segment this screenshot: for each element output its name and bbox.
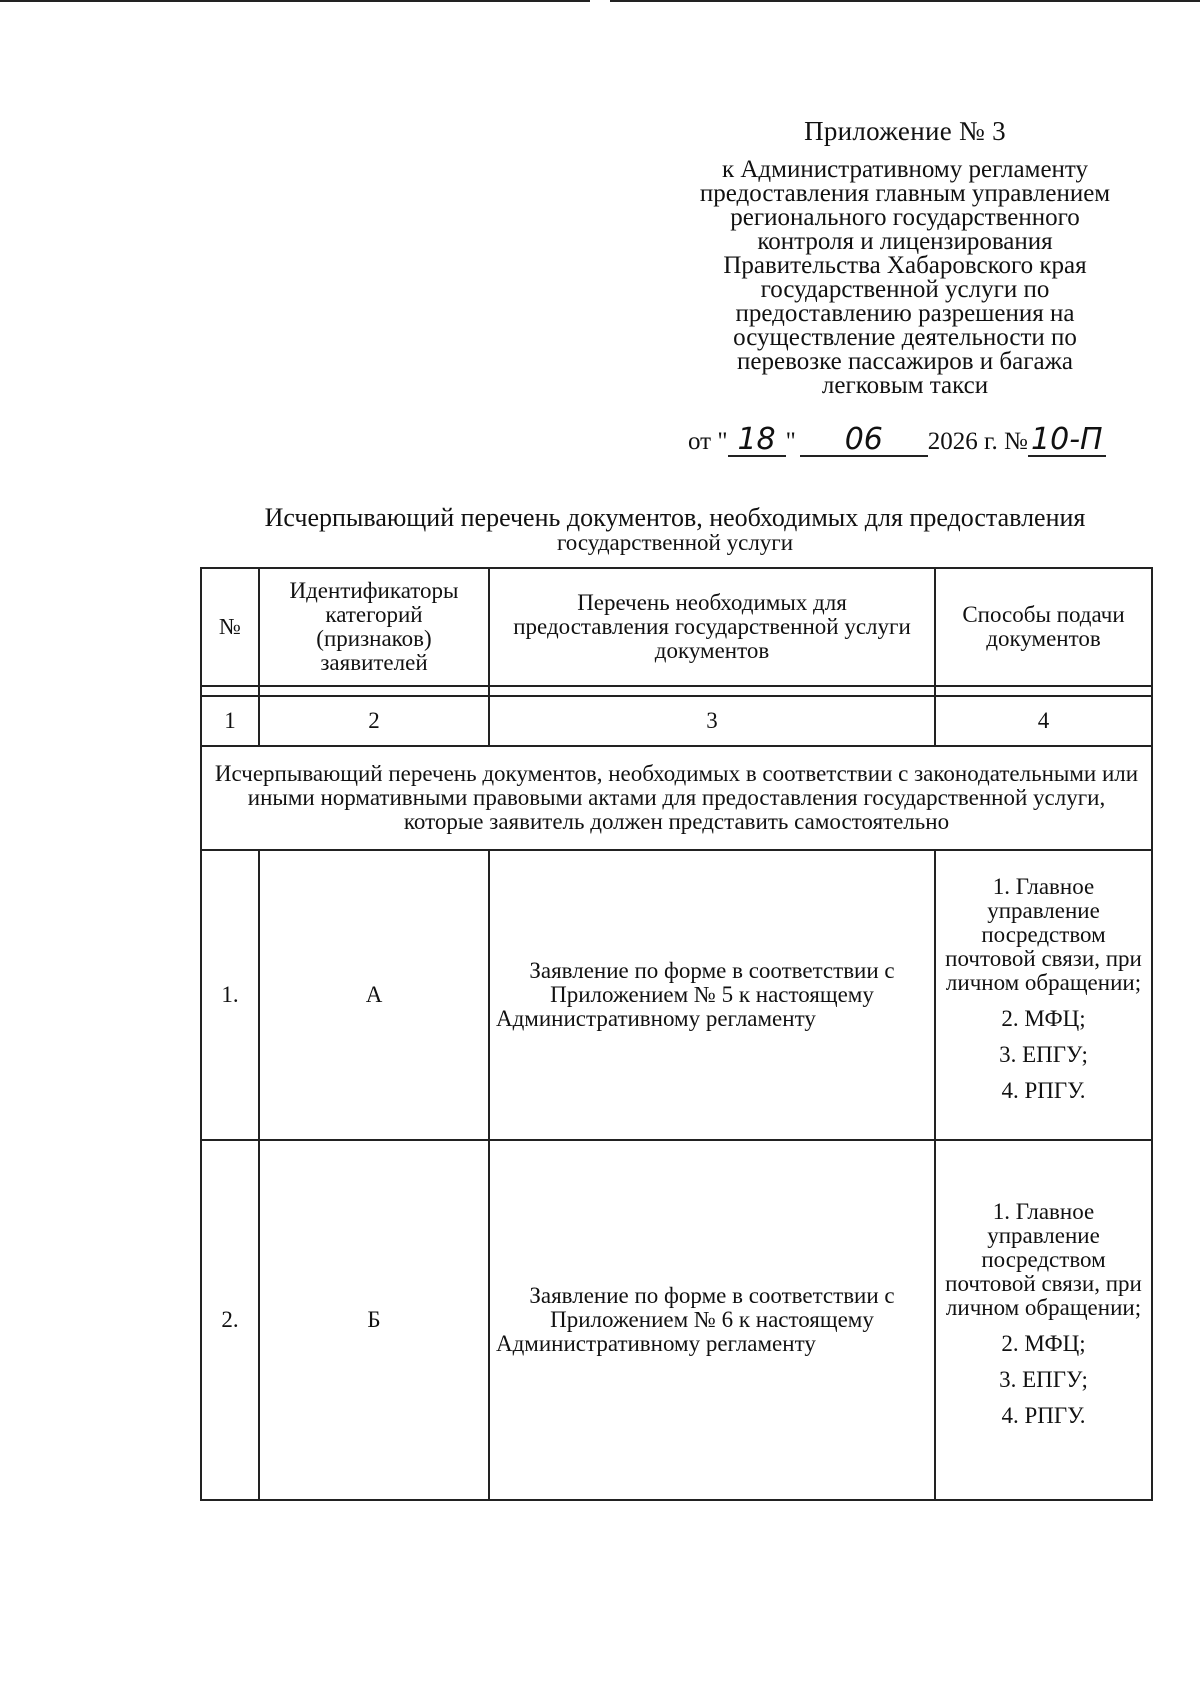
way-item: 2. МФЦ; xyxy=(1001,1006,1086,1031)
table-spacer xyxy=(201,686,1152,696)
date-year: 2026 г. № xyxy=(927,428,1028,455)
row-category: А xyxy=(259,850,489,1140)
title-line-2: государственной услуги xyxy=(556,530,794,555)
doc-number: 10-П xyxy=(1028,425,1106,457)
appendix-title: Приложение № 3 xyxy=(804,116,1006,146)
date-line xyxy=(688,422,1106,457)
document-title xyxy=(200,505,1150,555)
way-item: 3. ЕПГУ; xyxy=(999,1367,1088,1392)
row-document: Заявление по форме в соответствии с Приложением № 6 к настоящему Административному регламенту xyxy=(489,1140,935,1500)
section-heading: Исчерпывающий перечень документов, необходимых в соответствии с законодательными или иными нормативными правовыми актами для предоставления государственной услуги, которые заявитель должен представить самостоятельно xyxy=(201,746,1152,850)
date-prefix: от " xyxy=(688,428,728,455)
appendix-line: государственной услуги по xyxy=(760,276,1050,303)
row-category: Б xyxy=(259,1140,489,1500)
appendix-line: к Административному регламенту xyxy=(721,156,1089,183)
way-item: 1. Главное управление посредством почтовой связи, при личном обращении; xyxy=(945,1199,1142,1320)
appendix-line: осуществление деятельности по xyxy=(733,324,1077,351)
row-number: 1. xyxy=(201,850,259,1140)
way-item: 4. РПГУ. xyxy=(1001,1078,1086,1103)
header-documents: Перечень необходимых для предоставления государственной услуги документов xyxy=(489,568,935,686)
table-row xyxy=(201,850,1152,1140)
row-ways xyxy=(935,850,1152,1140)
col-num-4: 4 xyxy=(935,696,1152,746)
way-item: 1. Главное управление посредством почтовой связи, при личном обращении; xyxy=(945,874,1142,995)
appendix-line: контроля и лицензирования xyxy=(757,228,1053,255)
date-quote: " xyxy=(785,428,796,455)
top-border-left xyxy=(0,0,590,2)
header-categories: Идентификаторы категорий (признаков) заявителей xyxy=(259,568,489,686)
row-document: Заявление по форме в соответствии с Приложением № 5 к настоящему Административному регламенту xyxy=(489,850,935,1140)
section-row xyxy=(201,746,1152,850)
scan-top-border xyxy=(0,0,1200,2)
appendix-line: Правительства Хабаровского края xyxy=(723,252,1087,279)
header-ways: Способы подачи документов xyxy=(935,568,1152,686)
top-border-right xyxy=(610,0,1200,2)
col-num-2: 2 xyxy=(259,696,489,746)
way-item: 4. РПГУ. xyxy=(1001,1403,1086,1428)
table-header-row xyxy=(201,568,1152,686)
column-numbers-row xyxy=(201,696,1152,746)
header-number: № xyxy=(201,568,259,686)
table-row xyxy=(201,1140,1152,1500)
col-num-1: 1 xyxy=(201,696,259,746)
documents-table xyxy=(200,567,1153,1501)
appendix-line: предоставлению разрешения на xyxy=(735,300,1075,327)
appendix-line: предоставления главным управлением xyxy=(699,180,1111,207)
appendix-header xyxy=(660,112,1150,398)
appendix-line: регионального государственного xyxy=(730,204,1080,231)
row-number: 2. xyxy=(201,1140,259,1500)
date-day: 18 xyxy=(728,425,786,457)
date-month: 06 xyxy=(800,425,928,457)
title-line-1: Исчерпывающий перечень документов, необходимых для предоставления xyxy=(264,503,1086,532)
way-item: 2. МФЦ; xyxy=(1001,1331,1086,1356)
col-num-3: 3 xyxy=(489,696,935,746)
way-item: 3. ЕПГУ; xyxy=(999,1042,1088,1067)
row-ways xyxy=(935,1140,1152,1500)
appendix-line: легковым такси xyxy=(821,372,989,399)
appendix-line: перевозке пассажиров и багажа xyxy=(737,348,1073,375)
